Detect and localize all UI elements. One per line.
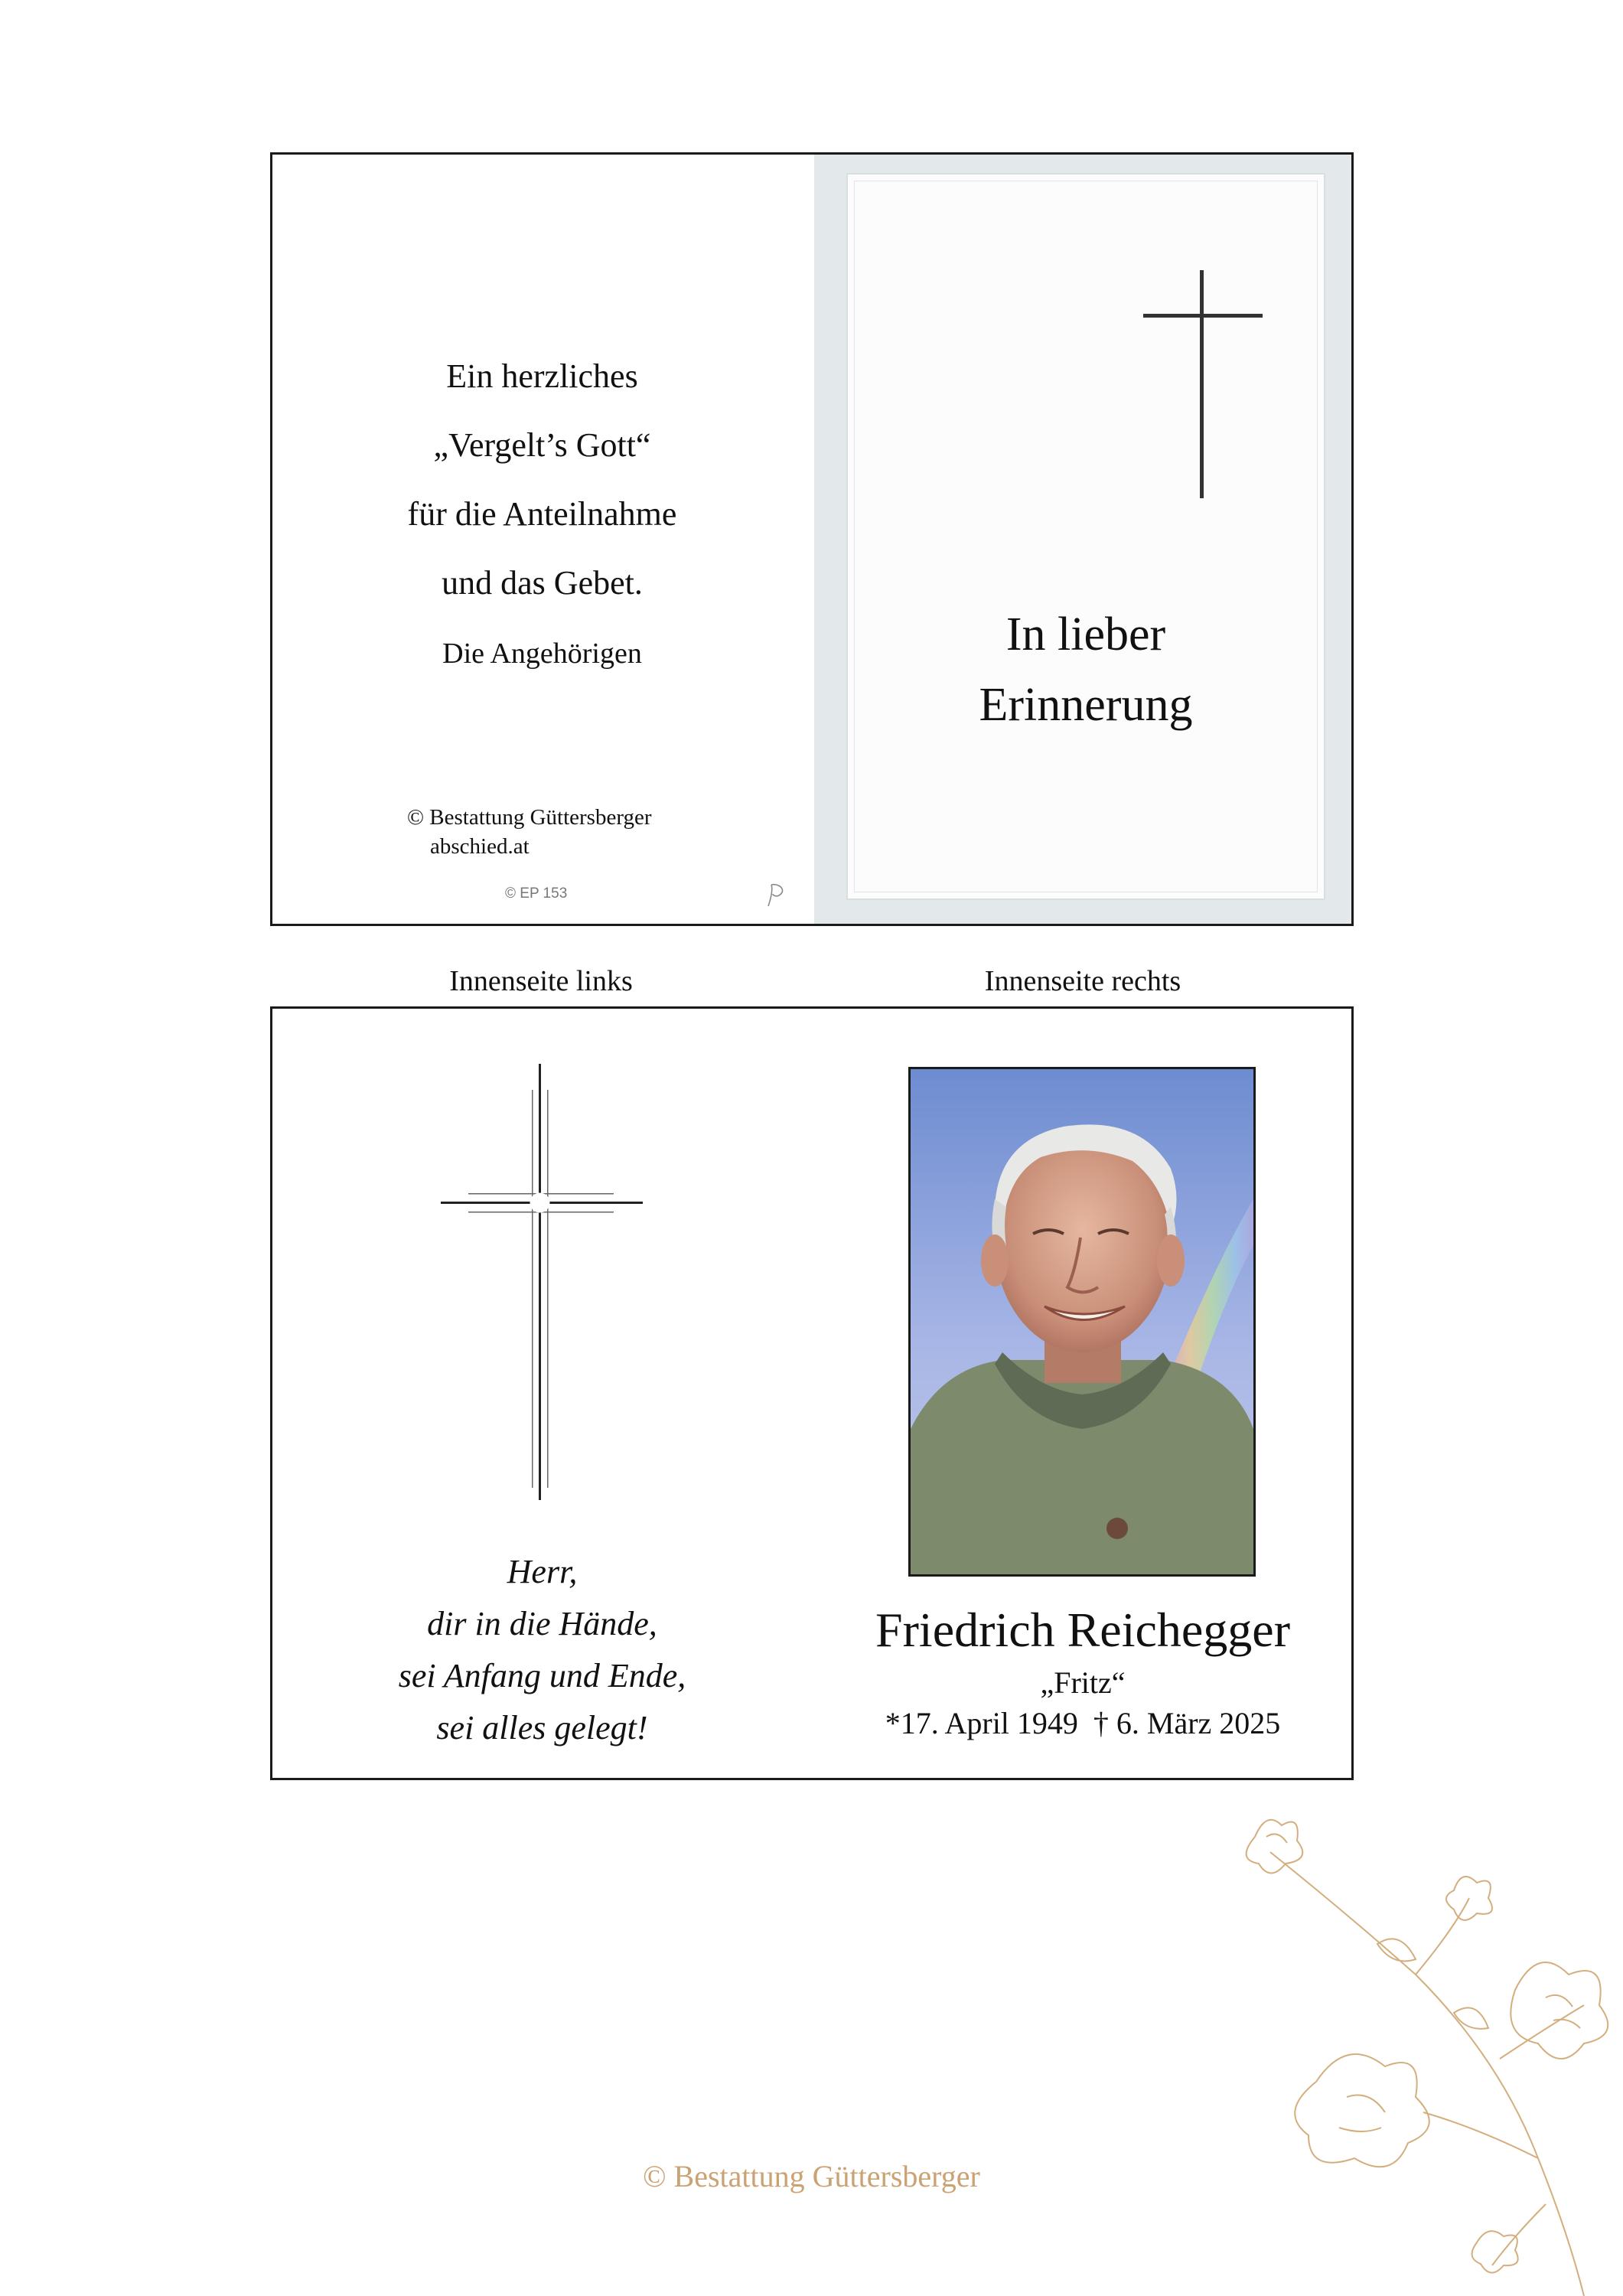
product-code: © EP 153 xyxy=(505,885,568,902)
life-dates: *17. April 1949 † 6. März 2025 xyxy=(885,1706,1281,1740)
label-inner-right: Innenseite rechts xyxy=(984,965,1181,997)
verse-line-3: sei Anfang und Ende, xyxy=(398,1657,686,1694)
verse-line-1: Herr, xyxy=(507,1553,578,1590)
portrait-photo xyxy=(908,1067,1256,1577)
thanks-line-1: Ein herzliches xyxy=(446,357,638,395)
logo-mark-icon xyxy=(762,880,793,911)
front-title-line-2: Erinnerung xyxy=(979,679,1193,731)
front-title-line-1: In lieber xyxy=(1005,608,1166,660)
deceased-name: Friedrich Reichegger xyxy=(875,1603,1290,1657)
front-cover-frame xyxy=(846,173,1325,900)
deceased-nickname: „Fritz“ xyxy=(1040,1665,1126,1700)
signature: Die Angehörigen xyxy=(442,638,642,670)
thanks-line-4: und das Gebet. xyxy=(442,564,643,602)
double-line-cross-icon xyxy=(441,1059,647,1503)
verse-line-4: sei alles gelegt! xyxy=(436,1709,648,1746)
credit-line-2: abschied.at xyxy=(430,834,530,859)
verse-line-2: dir in die Hände, xyxy=(427,1605,657,1642)
inner-card xyxy=(270,1006,1354,1780)
footer-credit: © Bestattung Güttersberger xyxy=(643,2159,980,2193)
front-cover-panel xyxy=(814,155,1351,924)
flower-ornament xyxy=(1224,1806,1623,2296)
label-inner-left: Innenseite links xyxy=(449,965,633,997)
thanks-line-2: „Vergelt’s Gott“ xyxy=(433,426,651,464)
cross-icon xyxy=(1139,266,1269,504)
thanks-line-3: für die Anteilnahme xyxy=(407,495,677,533)
credit-line-1: © Bestattung Güttersberger xyxy=(407,805,652,830)
outer-card xyxy=(270,152,1354,926)
